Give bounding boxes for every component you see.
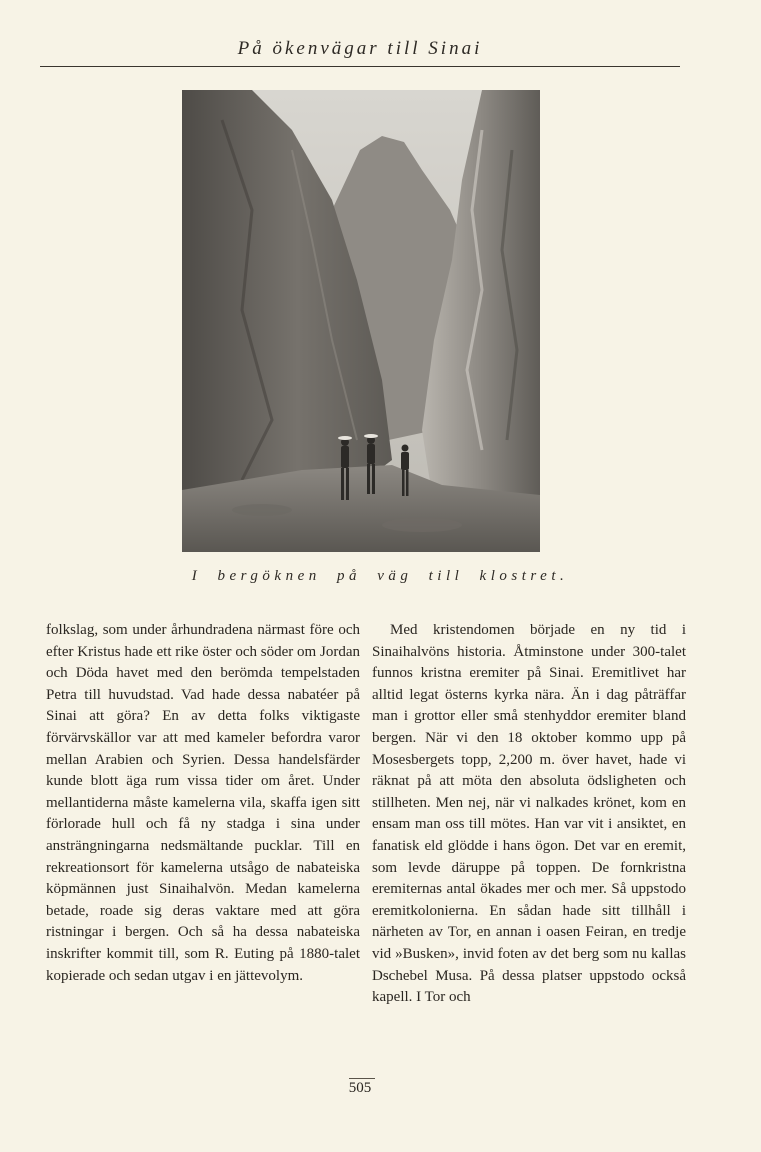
photo-caption: I bergöknen på väg till klostret. [191, 568, 569, 584]
header-rule [40, 66, 680, 67]
canyon-illustration [182, 90, 540, 552]
right-column-text: Med kristendomen började en ny tid i Sinaihalvöns historia. Åtminstone under 300-talet funnos kristna eremiter på Sinai. Eremitlivet har alltid legat österns kyrka nära. Än i dag påträffar man i grottor eller små stenhyddor eremiter bland bergen. När vi den 18 oktober kommo upp på Mosesbergets topp, 2,200 m. över havet, hade vi räknat på att möta den absoluta ödsligheten och stillheten. Men nej, när vi nalkades krönet, kom en ensam man oss till mötes. Han var vit i ansiktet, en fanatisk eld glödde i hans ögon. Det var en eremit, som levde däruppe på toppen. De fornkristna eremiternas antal ökades mer och mer. Så uppstodo eremitkolonierna. En sådan hade sitt tillhåll i närheten av Tor, en annan i oasen Feiran, en tredje vid »Busken», invid foten av det berg som nu kallas Dschebel Musa. På dessa platser uppstodo också kapell. I Tor och [372, 622, 686, 1006]
page-number-rule [349, 1078, 375, 1079]
right-column [372, 620, 686, 1009]
page-number: 505 [348, 1080, 372, 1096]
left-column-text: folkslag, som under århundradena närmast före och efter Kristus hade ett rike öster och söder om Jordan och Döda havet med den berömda tempelstaden Petra till huvudstad. Vad hade dessa nabatéer på Sinai att göra? En av detta folks viktigaste förvärvskällor var att med kameler befordra varor mellan Arabien och Syrien. Dessa handelsfärder kunde blott äga rum vissa tider om året. Under mellantiderna måste kamelerna vila, skaffa igen sitt förlorade hull och få ny stadga i sina under ansträngningarna nedsmältande pucklar. Till en rekreationsort för kamelerna utsågo de nabateiska köpmännen just Sinaihalvön. Medan kamelerna betade, roade sig deras vaktare med att göra ristningar i bergen. Och så ha dessa nabateiska inskrifter kommit till, som R. Euting på 1880-talet kopierade och sedan utgav i en jättevolym. [46, 622, 360, 984]
left-column [46, 620, 360, 987]
canyon-photograph [182, 90, 540, 552]
running-title: På ökenvägar till Sinai [237, 38, 483, 59]
